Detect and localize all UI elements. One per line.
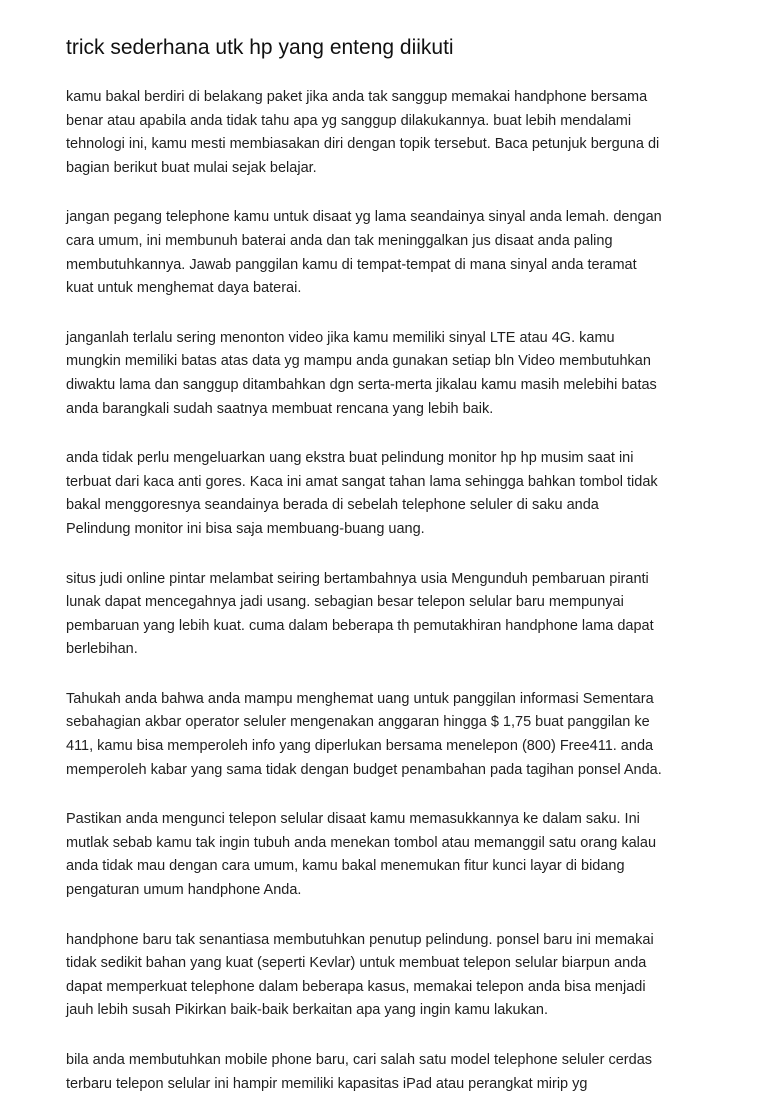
text-line: Pastikan anda mengunci telepon selular disaat kamu memasukkannya ke dalam saku. Ini	[66, 811, 640, 828]
text-line: membutuhkannya. Jawab panggilan kamu di tempat-tempat di mana sinyal anda teramat	[66, 256, 637, 273]
text-line: anda tidak perlu mengeluarkan uang ekstra buat pelindung monitor hp hp musim saat ini	[66, 450, 634, 467]
text-line: bila anda membutuhkan mobile phone baru, cari salah satu model telephone seluler cerdas	[66, 1052, 653, 1068]
paragraph-3	[66, 327, 708, 421]
text-line: lunak dapat mencegahnya jadi usang. sebagian besar telepon selular baru mempunyai	[66, 594, 624, 611]
text-line: mungkin memiliki batas atas data yg mampu anda gunakan setiap bln Video membutuhkan	[66, 353, 651, 370]
text-line: tidak sedikit bahan yang kuat (seperti Kevlar) untuk membuat telepon selular biarpun anda	[66, 955, 647, 972]
text-line: 411, kamu bisa memperoleh info yang diperlukan bersama menelepon (800) Free411. anda	[66, 738, 654, 755]
paragraph-5	[66, 568, 708, 662]
paragraph-9	[66, 1049, 708, 1096]
text-line: terbaru telepon selular ini hampir memiliki kapasitas iPad atau perangkat mirip yg	[66, 1075, 588, 1092]
text-line: mutlak sebab kamu tak ingin tubuh anda menekan tombol atau memanggil satu orang kalau	[66, 834, 657, 851]
paragraph-1	[66, 86, 708, 180]
paragraph-6	[66, 688, 708, 782]
text-line: situs judi online pintar melambat seiring bertambahnya usia Mengunduh pembaruan piranti	[66, 570, 649, 587]
text-line: handphone baru tak senantiasa membutuhkan penutup pelindung. ponsel baru ini memakai	[66, 931, 654, 948]
text-line: anda tidak mau dengan cara umum, kamu bakal menemukan fitur kunci layar di bidang	[66, 858, 625, 875]
text-line: tehnologi ini, kamu mesti membiasakan diri dengan topik tersebut. Baca petunjuk berguna di	[66, 136, 660, 153]
text-line: memperoleh kabar yang sama tidak dengan budget penambahan pada tagihan ponsel Anda.	[66, 761, 662, 778]
paragraph-8	[66, 929, 708, 1023]
text-line: Tahukah anda bahwa anda mampu menghemat uang untuk panggilan informasi Sementara	[66, 690, 654, 707]
paragraph-7	[66, 808, 708, 902]
text-line: berlebihan.	[66, 641, 138, 658]
paragraph-2	[66, 206, 708, 300]
text-line: pengaturan umum handphone Anda.	[66, 882, 302, 899]
document-title: trick sederhana utk hp yang enteng diikuti	[66, 36, 454, 59]
text-line: jauh lebih susah Pikirkan baik-baik berkaitan apa yang ingin kamu lakukan.	[66, 1002, 549, 1019]
text-line: terbuat dari kaca anti gores. Kaca ini amat sangat tahan lama sehingga bahkan tombol tidak	[66, 473, 658, 490]
text-line: Pelindung monitor ini bisa saja membuang-buang uang.	[66, 520, 425, 537]
text-line: cara umum, ini membunuh baterai anda dan tak meninggalkan jus disaat anda paling	[66, 232, 613, 249]
text-line: kuat untuk menghemat daya baterai.	[66, 280, 302, 297]
text-line: kamu bakal berdiri di belakang paket jika anda tak sanggup memakai handphone bersama	[66, 89, 648, 105]
text-line: sebahagian akbar operator seluler mengenakan anggaran hingga $ 1,75 buat panggilan ke	[66, 714, 650, 731]
text-line: janganlah terlalu sering menonton video jika kamu memiliki sinyal LTE atau 4G. kamu	[66, 329, 615, 346]
text-line: dapat memperkuat telephone dalam beberapa kasus, memakai telepon anda bisa menjadi	[66, 978, 646, 995]
text-line: bakal menggoresnya seandainya berada di sebelah telephone seluler di saku anda	[66, 497, 599, 514]
text-line: anda barangkali sudah saatnya membuat rencana yang lebih baik.	[66, 400, 494, 417]
text-line: diwaktu lama dan sanggup ditambahkan dgn serta-merta jikalau kamu masih melebihi batas	[66, 376, 657, 393]
text-line: jangan pegang telephone kamu untuk disaat yg lama seandainya sinyal anda lemah. dengan	[66, 209, 662, 226]
text-line: bagian berikut buat mulai sejak belajar.	[66, 159, 317, 176]
text-line: pembaruan yang lebih kuat. cuma dalam beberapa th pemutakhiran handphone lama dapat	[66, 617, 654, 634]
text-line: benar atau apabila anda tidak tahu apa yg sanggup dilakukannya. buat lebih mendalami	[66, 112, 632, 129]
paragraph-4	[66, 447, 708, 541]
